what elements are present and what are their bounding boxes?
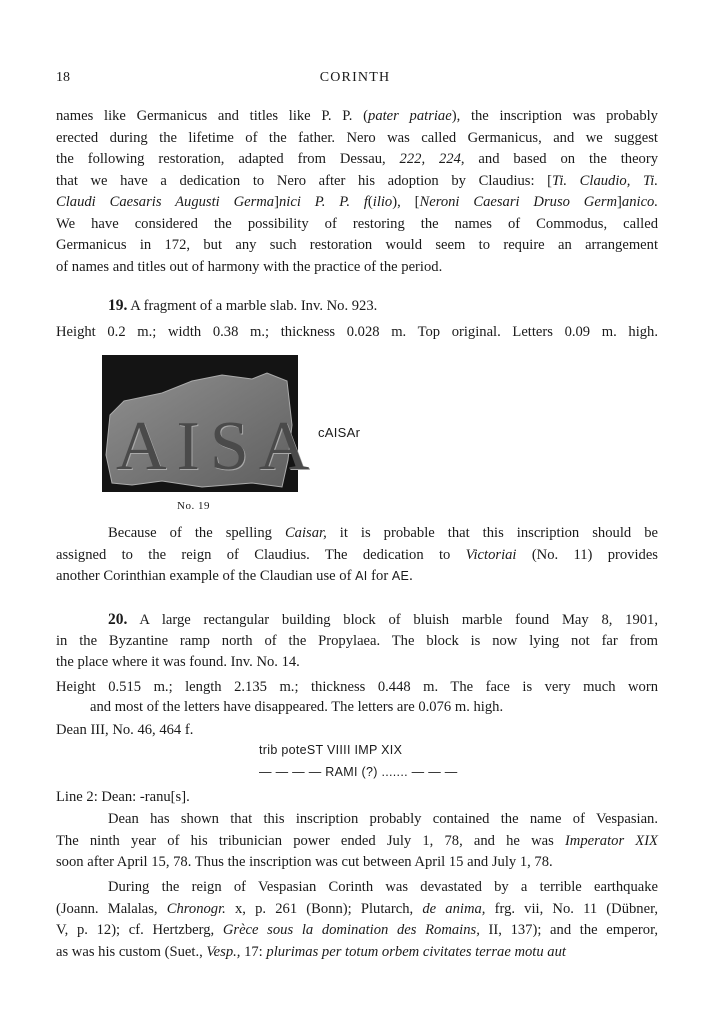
text-segment: pater patriae [368, 108, 452, 124]
para1-line [56, 214, 658, 234]
text-segment: V, p. 12); cf. Hertzberg, [56, 922, 223, 938]
text-segment: Chronogr. [166, 900, 226, 917]
text-segment: Ti. Claudio, Ti. [552, 172, 658, 189]
line-2-note: Line 2: Dean: -ranu[s]. [56, 789, 190, 805]
text-segment: Caisar, [284, 525, 327, 541]
text-segment: x, p. 261 (Bonn); Plutarch, [225, 900, 423, 917]
text-segment: the following restoration, adapted from Dessau, [56, 151, 400, 167]
running-title: CORINTH [319, 70, 391, 85]
text-segment: Germanicus in 172, but any such restoration would seem to require an arrangement [56, 237, 658, 253]
text-segment: (Joann. Malalas, [56, 900, 167, 917]
transcription-19: cAISAr [318, 425, 361, 440]
para19-line [56, 566, 658, 586]
photo-letters: AISA [116, 408, 320, 485]
text-segment: another Corinthian example of the Claudian use of [56, 568, 356, 584]
text-segment: Victoriai [465, 546, 517, 563]
para1-line [56, 128, 658, 148]
text-segment: that we have a dedication to Nero after his adoption by Claudius: [ [56, 172, 553, 189]
text-segment: for [367, 568, 392, 584]
entry-20-intro-3: the place where it was found. Inv. No. 14. [56, 654, 300, 670]
text-segment: Claudi Caesaris Augusti Germa [56, 194, 275, 210]
entry-20-intro-first: A large rectangular building block of bluish marble found May 8, 1901, [139, 612, 659, 628]
para1-line [56, 149, 658, 169]
para1-line [56, 106, 658, 126]
text-segment: Grèce sous la domination des Romains, [222, 922, 480, 938]
para19-line [108, 523, 658, 543]
text-segment: frg. vii, No. 11 (Dübner, [485, 900, 658, 917]
photo-caption-19: No. 19 [177, 500, 210, 512]
text-segment: de anima, [422, 900, 486, 917]
entry-19-dimensions: Height 0.2 m.; width 0.38 m.; thickness 0.028 m. Top original. Letters 0.09 m. high. [56, 324, 658, 340]
text-segment: anico. [621, 194, 658, 210]
para20b-line [108, 877, 658, 897]
text-segment: We have considered the possibility of restoring the names of Commodus, called [56, 215, 658, 232]
para1-line [56, 257, 658, 277]
para20a-line [56, 852, 658, 872]
text-segment: ] [274, 194, 279, 210]
entry-20-dimensions-1: Height 0.515 m.; length 2.135 m.; thickness 0.448 m. The face is very much worn [56, 679, 658, 695]
entry-20-intro-2: in the Byzantine ramp north of the Propylaea. The block is now lying not far from [56, 633, 658, 649]
inscription-line-2: — — — — RAMI (?) ....... — — — [259, 765, 458, 779]
para20b-line [56, 899, 658, 919]
text-segment: as was his custom (Suet., [56, 943, 207, 960]
text-segment: II, 137); and the emperor, [479, 922, 658, 938]
page-number: 18 [56, 70, 70, 85]
text-segment: , and based on the theory [460, 151, 658, 167]
entry-20-heading-line [108, 610, 658, 630]
text-segment: . [409, 568, 413, 584]
para1-line [56, 171, 658, 191]
text-segment: ] [617, 194, 622, 210]
text-segment: (No. 11) provides [516, 546, 658, 563]
text-segment: names like Germanicus and titles like P. P. ( [56, 108, 369, 124]
entry-19-title: A fragment of a marble slab. Inv. No. 923. [130, 298, 378, 314]
text-segment: ), the inscription was probably [451, 108, 658, 124]
text-segment: Neroni Caesari Druso Germ [419, 194, 618, 210]
entry-20-number: 20. [108, 611, 128, 628]
text-segment: of names and titles out of harmony with the practice of the period. [56, 258, 443, 275]
text-segment: 17: [240, 943, 267, 960]
text-segment: Vesp., [206, 943, 241, 960]
text-segment: ilio [372, 194, 393, 210]
text-segment: AI [355, 569, 368, 583]
para20a-line [56, 831, 658, 851]
para20b-line [56, 942, 658, 962]
text-segment: plurimas per totum orbem civitates terrae motu aut [266, 943, 566, 960]
para19-line [56, 545, 658, 565]
entry-20-reference: Dean III, No. 46, 464 f. [56, 722, 194, 738]
text-segment: it is probable that this inscription should be [326, 525, 658, 541]
text-segment: Dean has shown that this inscription probably contained the name of Vespasian. [108, 811, 658, 827]
text-segment: erected during the lifetime of the father. Nero was called Germanicus, and we suggest [56, 129, 658, 146]
para20a-line [108, 809, 658, 829]
text-segment: AE [391, 569, 410, 583]
para1-line [56, 192, 658, 212]
text-segment: The ninth year of his tribunician power ended July 1, 78, and he was [56, 832, 565, 849]
entry-19-number: 19. [108, 297, 128, 314]
text-segment: ( [367, 194, 373, 210]
inscription-line-1: trib poteST VIIII IMP XIX [259, 743, 403, 757]
entry-20-dimensions-2: and most of the letters have disappeared. The letters are 0.076 m. high. [90, 699, 504, 715]
para1-line [56, 235, 658, 255]
text-segment: Imperator XIX [564, 832, 658, 849]
text-segment: During the reign of Vespasian Corinth was devastated by a terrible earthquake [108, 879, 658, 895]
text-segment: assigned to the reign of Claudius. The dedication to [56, 546, 466, 563]
text-segment: 222, 224 [399, 151, 461, 167]
entry-19-heading [108, 296, 658, 316]
text-segment: soon after April 15, 78. Thus the inscription was cut between April 15 and July 1, 78. [56, 854, 553, 870]
text-segment: ), [ [392, 194, 420, 210]
inscription-photo-19 [102, 355, 320, 492]
text-segment: nici P. P. f [278, 194, 368, 210]
text-segment: Because of the spelling [108, 525, 285, 541]
para20b-line [56, 920, 658, 940]
